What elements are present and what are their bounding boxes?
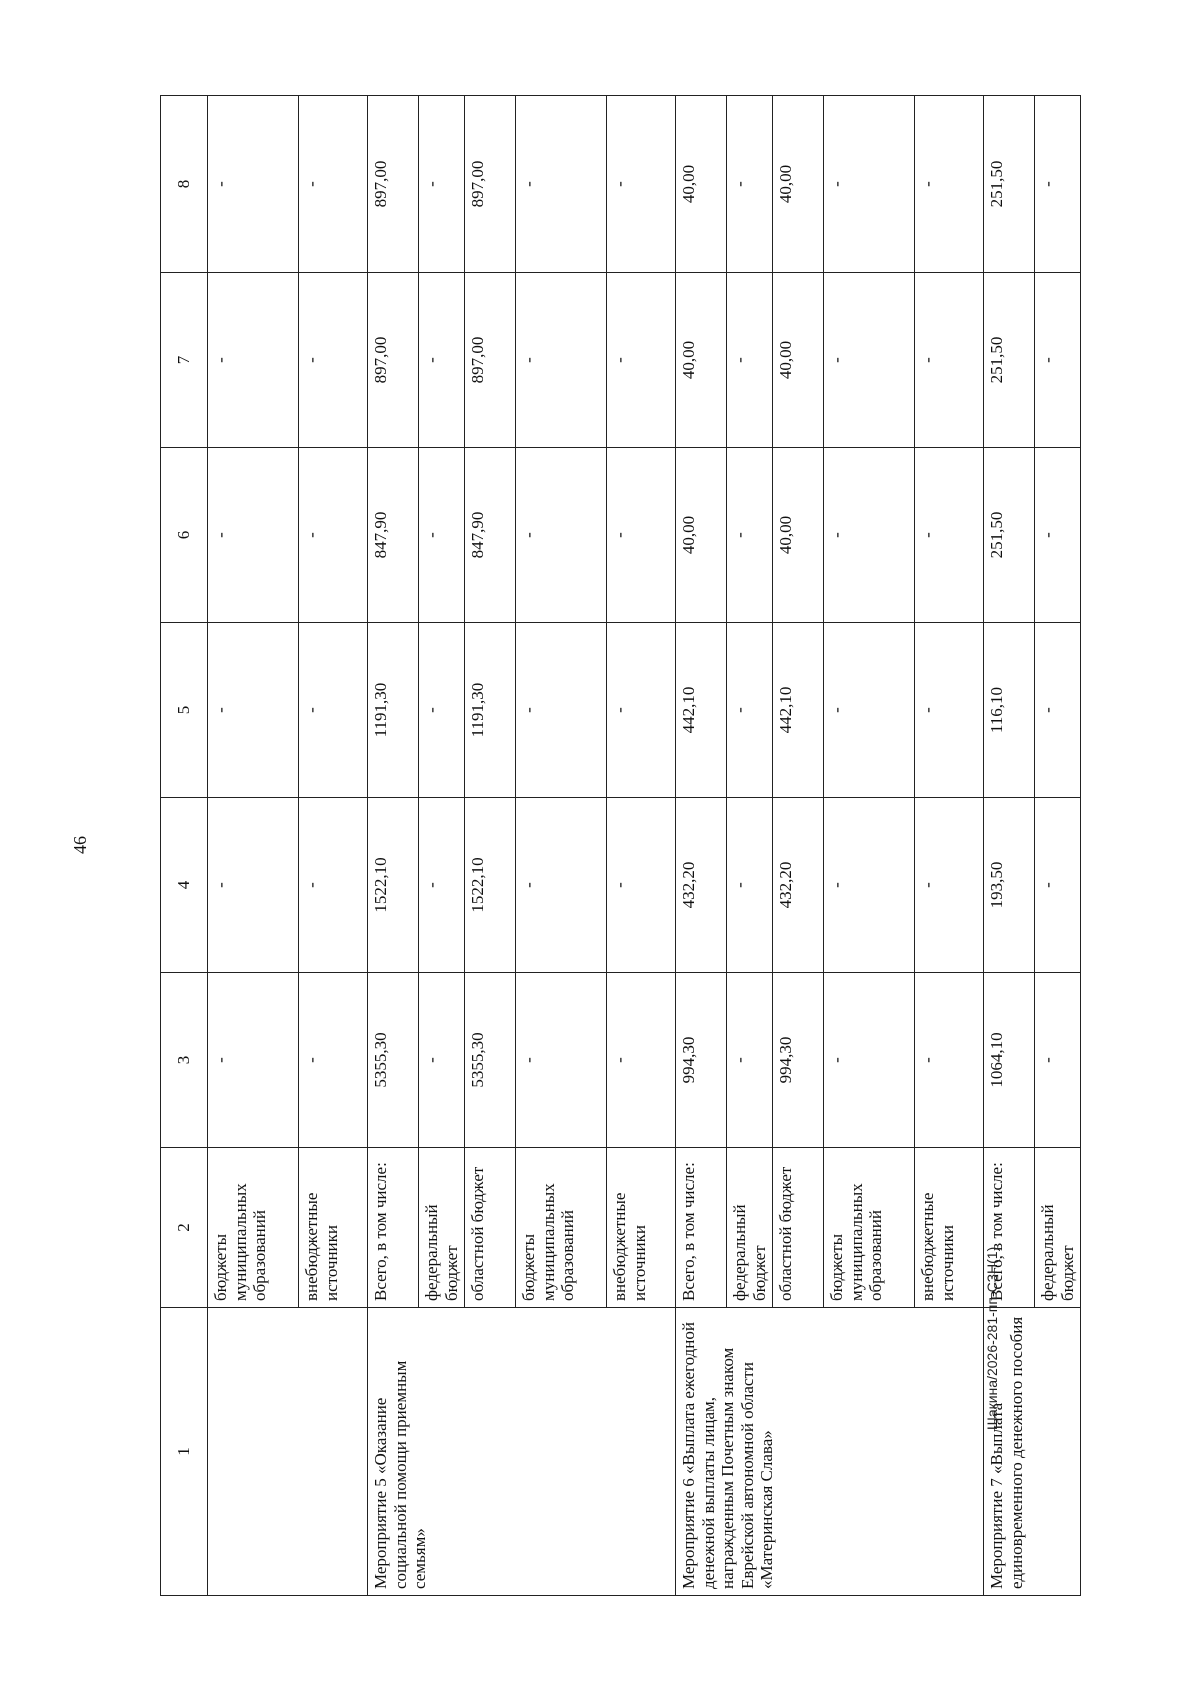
value-cell: - bbox=[1035, 448, 1081, 623]
activity-title: Мероприятие 5 «Оказание социальной помощи приемным семьям» bbox=[368, 1308, 676, 1596]
funding-source: внебюджетные источники bbox=[299, 1148, 368, 1308]
value-cell: - bbox=[299, 798, 368, 973]
value-cell: - bbox=[299, 96, 368, 273]
value-cell: - bbox=[824, 96, 915, 273]
value-cell: - bbox=[299, 273, 368, 448]
value-cell: - bbox=[727, 273, 773, 448]
value-cell: - bbox=[915, 623, 984, 798]
value-cell: - bbox=[1035, 973, 1081, 1148]
value-cell: 40,00 bbox=[773, 448, 824, 623]
activity-title: Мероприятие 6 «Выплата ежегодной денежной выплаты лицам, награжденным Почетным знаком Еврейской автономной области «Материнская Слава» bbox=[676, 1308, 984, 1596]
value-cell: - bbox=[516, 448, 607, 623]
value-cell: - bbox=[607, 973, 676, 1148]
value-cell: - bbox=[607, 798, 676, 973]
table-row bbox=[208, 96, 299, 1596]
value-cell: - bbox=[208, 798, 299, 973]
value-cell: - bbox=[824, 448, 915, 623]
value-cell: - bbox=[727, 448, 773, 623]
funding-source: бюджеты муниципальных образований bbox=[208, 1148, 299, 1308]
value-cell: - bbox=[516, 623, 607, 798]
value-cell: - bbox=[208, 273, 299, 448]
activity-title: Мероприятие 7 «Выплата единовременного денежного пособия bbox=[984, 1308, 1081, 1596]
value-cell: - bbox=[516, 273, 607, 448]
value-cell: 847,90 bbox=[465, 448, 516, 623]
value-cell: 897,00 bbox=[368, 96, 419, 273]
column-header-3: 3 bbox=[161, 973, 208, 1148]
value-cell: 1522,10 bbox=[465, 798, 516, 973]
column-header-4: 4 bbox=[161, 798, 208, 973]
value-cell: - bbox=[208, 973, 299, 1148]
value-cell: - bbox=[516, 798, 607, 973]
value-cell: - bbox=[824, 273, 915, 448]
funding-source: бюджеты муниципальных образований bbox=[824, 1148, 915, 1308]
funding-source: Всего, в том числе: bbox=[368, 1148, 419, 1308]
funding-source: областной бюджет bbox=[773, 1148, 824, 1308]
value-cell: 40,00 bbox=[676, 96, 727, 273]
value-cell: 432,20 bbox=[773, 798, 824, 973]
value-cell: 432,20 bbox=[676, 798, 727, 973]
value-cell: 251,50 bbox=[984, 448, 1035, 623]
value-cell: - bbox=[607, 273, 676, 448]
column-header-8: 8 bbox=[161, 96, 208, 273]
value-cell: - bbox=[208, 96, 299, 273]
value-cell: 193,50 bbox=[984, 798, 1035, 973]
funding-source: внебюджетные источники bbox=[607, 1148, 676, 1308]
funding-source: федеральный бюджет bbox=[419, 1148, 465, 1308]
value-cell: - bbox=[1035, 96, 1081, 273]
value-cell: 1522,10 bbox=[368, 798, 419, 973]
column-header-7: 7 bbox=[161, 273, 208, 448]
value-cell: - bbox=[419, 623, 465, 798]
value-cell: - bbox=[299, 623, 368, 798]
value-cell: - bbox=[915, 798, 984, 973]
funding-source: Всего, в том числе: bbox=[676, 1148, 727, 1308]
value-cell: - bbox=[727, 973, 773, 1148]
value-cell: - bbox=[419, 96, 465, 273]
value-cell: 251,50 bbox=[984, 273, 1035, 448]
funding-source: внебюджетные источники bbox=[915, 1148, 984, 1308]
value-cell: 116,10 bbox=[984, 623, 1035, 798]
value-cell: 1064,10 bbox=[984, 973, 1035, 1148]
table-header bbox=[161, 96, 208, 1596]
value-cell: 897,00 bbox=[465, 96, 516, 273]
value-cell: - bbox=[915, 973, 984, 1148]
funding-source: бюджеты муниципальных образований bbox=[516, 1148, 607, 1308]
value-cell: 847,90 bbox=[368, 448, 419, 623]
value-cell: - bbox=[824, 623, 915, 798]
value-cell: - bbox=[607, 96, 676, 273]
value-cell: 442,10 bbox=[773, 623, 824, 798]
value-cell: - bbox=[727, 798, 773, 973]
value-cell: - bbox=[208, 448, 299, 623]
value-cell: 40,00 bbox=[773, 96, 824, 273]
table-body bbox=[208, 96, 1081, 1596]
value-cell: 40,00 bbox=[773, 273, 824, 448]
value-cell: - bbox=[824, 798, 915, 973]
value-cell: 994,30 bbox=[676, 973, 727, 1148]
funding-source: федеральный бюджет bbox=[1035, 1148, 1081, 1308]
value-cell: 251,50 bbox=[984, 96, 1035, 273]
value-cell: - bbox=[1035, 798, 1081, 973]
value-cell: - bbox=[516, 96, 607, 273]
value-cell: 1191,30 bbox=[368, 623, 419, 798]
value-cell: - bbox=[607, 623, 676, 798]
value-cell: - bbox=[419, 973, 465, 1148]
funding-source: областной бюджет bbox=[465, 1148, 516, 1308]
table-row bbox=[676, 96, 727, 1596]
document-stamp: Шакина/2026-281-пп-СЗН(1) bbox=[984, 1246, 1000, 1430]
column-header-1: 1 bbox=[161, 1308, 208, 1596]
value-cell: 5355,30 bbox=[465, 973, 516, 1148]
value-cell: - bbox=[915, 273, 984, 448]
value-cell: 897,00 bbox=[368, 273, 419, 448]
page-number: 46 bbox=[70, 836, 90, 854]
value-cell: 994,30 bbox=[773, 973, 824, 1148]
header-row bbox=[161, 96, 208, 1596]
value-cell: - bbox=[516, 973, 607, 1148]
value-cell: - bbox=[607, 448, 676, 623]
value-cell: - bbox=[299, 448, 368, 623]
funding-source: Всего, в том числе: bbox=[984, 1148, 1035, 1308]
funding-source: федеральный бюджет bbox=[727, 1148, 773, 1308]
value-cell: 5355,30 bbox=[368, 973, 419, 1148]
column-header-5: 5 bbox=[161, 623, 208, 798]
value-cell: - bbox=[419, 273, 465, 448]
value-cell: 40,00 bbox=[676, 273, 727, 448]
activity-title bbox=[208, 1308, 368, 1596]
rotated-table-container bbox=[160, 96, 1077, 1596]
budget-table bbox=[160, 95, 1081, 1596]
value-cell: - bbox=[915, 448, 984, 623]
value-cell: 1191,30 bbox=[465, 623, 516, 798]
value-cell: - bbox=[727, 623, 773, 798]
value-cell: - bbox=[915, 96, 984, 273]
value-cell: 40,00 bbox=[676, 448, 727, 623]
column-header-2: 2 bbox=[161, 1148, 208, 1308]
column-header-6: 6 bbox=[161, 448, 208, 623]
value-cell: 442,10 bbox=[676, 623, 727, 798]
value-cell: - bbox=[299, 973, 368, 1148]
value-cell: - bbox=[1035, 623, 1081, 798]
value-cell: - bbox=[1035, 273, 1081, 448]
value-cell: - bbox=[824, 973, 915, 1148]
value-cell: - bbox=[727, 96, 773, 273]
table-row bbox=[368, 96, 419, 1596]
value-cell: - bbox=[419, 798, 465, 973]
value-cell: - bbox=[208, 623, 299, 798]
value-cell: 897,00 bbox=[465, 273, 516, 448]
value-cell: - bbox=[419, 448, 465, 623]
